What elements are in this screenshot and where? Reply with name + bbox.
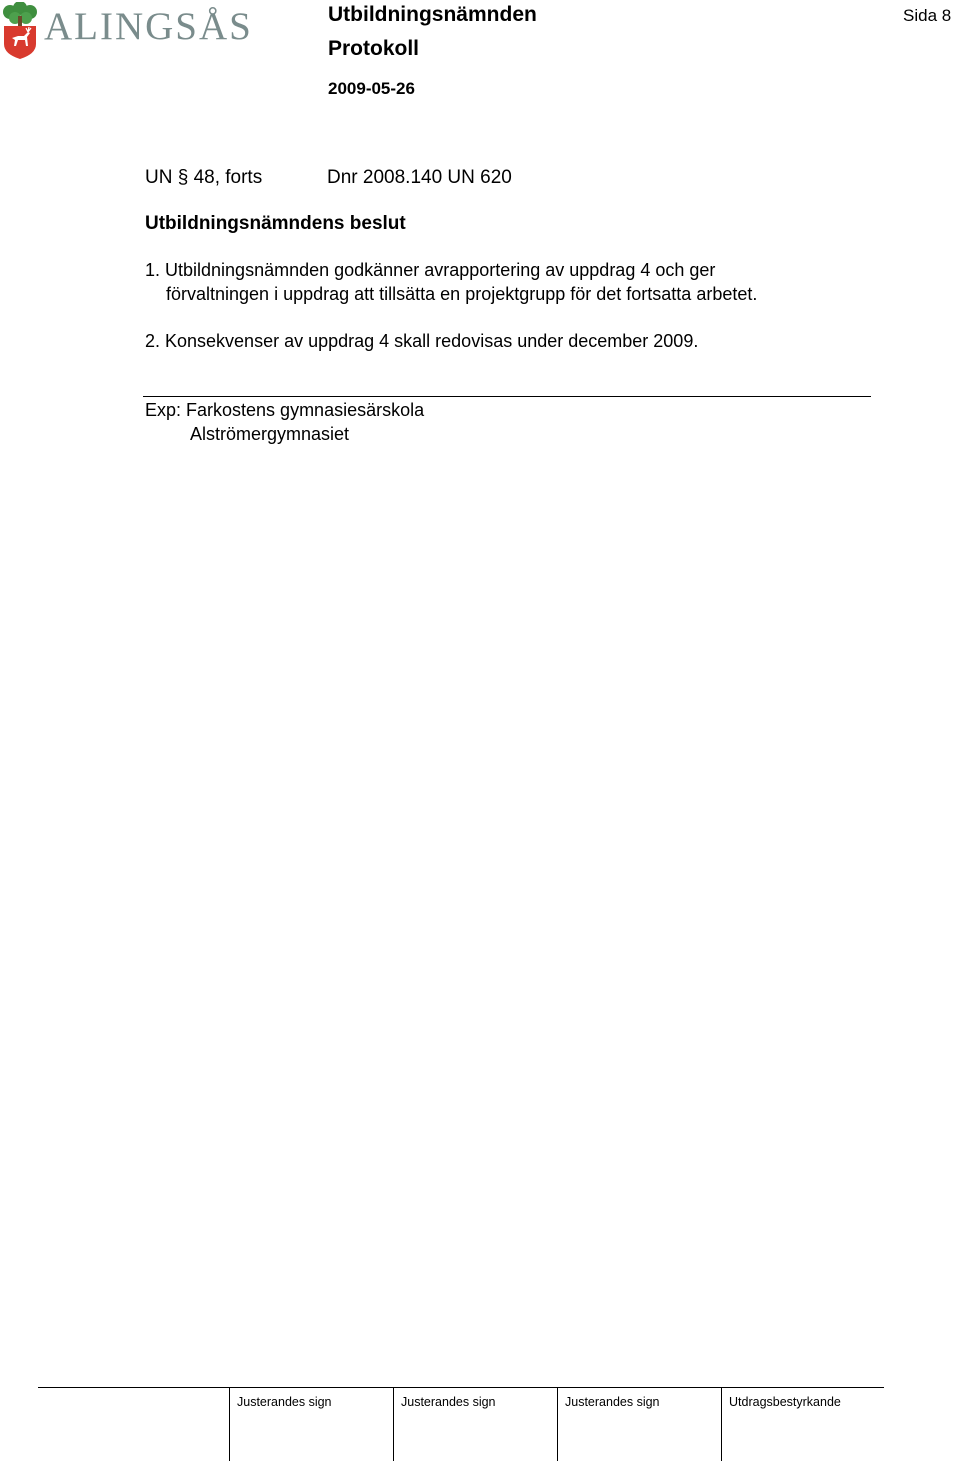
signature-label: Justerandes sign xyxy=(237,1395,332,1409)
distribution-line-1: Exp: Farkostens gymnasiesärskola xyxy=(145,400,425,420)
signature-label: Justerandes sign xyxy=(401,1395,496,1409)
distribution-line-2: Alströmergymnasiet xyxy=(190,424,350,444)
logo-wordmark: ALINGSÅS xyxy=(44,5,253,48)
signature-label: Justerandes sign xyxy=(565,1395,660,1409)
meeting-date: 2009-05-26 xyxy=(328,79,415,98)
municipality-logo xyxy=(0,2,260,62)
committee-name: Utbildningsnämnden xyxy=(328,3,537,26)
decision-item-1-line-1: 1. Utbildningsnämnden godkänner avrapportering av uppdrag 4 och ger xyxy=(145,260,716,280)
decision-heading: Utbildningsnämndens beslut xyxy=(145,213,406,234)
signature-box-2 xyxy=(393,1388,558,1461)
section-divider xyxy=(143,396,871,397)
document-type: Protokoll xyxy=(328,37,420,60)
decision-item-1-line-2: förvaltningen i uppdrag att tillsätta en projektgrupp för det fortsatta arbetet. xyxy=(166,284,758,304)
alingsas-coat-of-arms-icon xyxy=(0,2,40,60)
certification-box xyxy=(721,1388,885,1461)
signature-box-3 xyxy=(557,1388,722,1461)
decision-item-2: 2. Konsekvenser av uppdrag 4 skall redovisas under december 2009. xyxy=(145,331,699,351)
page-number: Sida 8 xyxy=(903,6,952,25)
paragraph-reference xyxy=(145,167,512,189)
signature-box-1 xyxy=(229,1388,394,1461)
certification-label: Utdragsbestyrkande xyxy=(729,1395,841,1409)
case-number: Dnr 2008.140 UN 620 xyxy=(327,167,512,188)
paragraph-number: UN § 48, forts xyxy=(145,167,263,188)
